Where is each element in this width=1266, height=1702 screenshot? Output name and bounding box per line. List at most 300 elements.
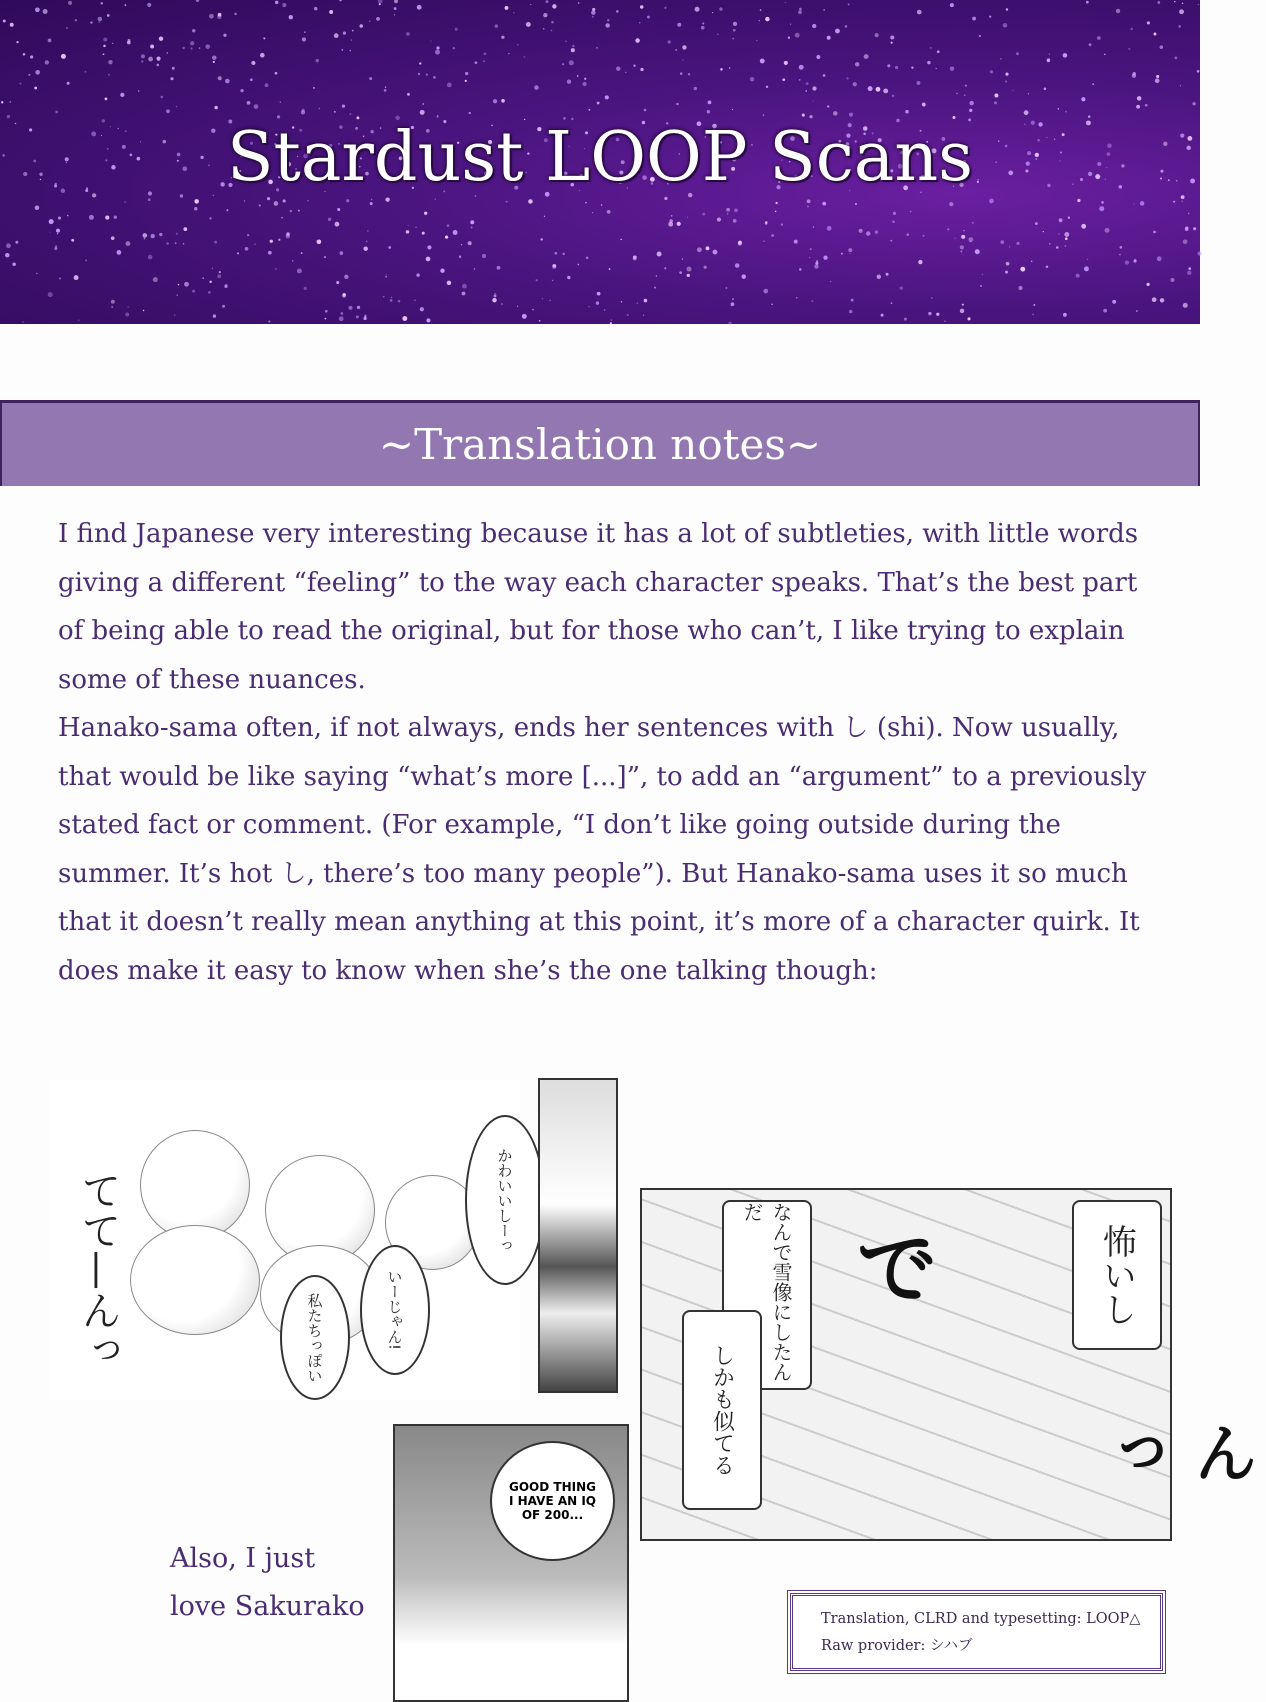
star — [1157, 1, 1160, 4]
star — [497, 266, 501, 270]
star — [66, 27, 68, 29]
star — [283, 199, 286, 202]
star — [643, 315, 644, 316]
star — [437, 115, 438, 116]
star — [922, 103, 926, 107]
star — [225, 284, 228, 287]
star — [1173, 201, 1175, 203]
star — [970, 241, 971, 242]
snowman — [130, 1225, 260, 1335]
star — [176, 106, 177, 107]
star — [1153, 231, 1156, 234]
star — [415, 227, 416, 228]
star — [1147, 283, 1150, 286]
star — [12, 262, 16, 266]
star — [635, 38, 639, 42]
star — [59, 277, 61, 279]
star — [90, 21, 92, 23]
star — [910, 211, 912, 213]
star — [89, 215, 94, 220]
speech-bubble: GOOD THING I HAVE AN IQ OF 200... — [490, 1441, 615, 1561]
star — [35, 7, 40, 12]
star — [16, 41, 18, 43]
star — [677, 23, 681, 27]
star — [426, 318, 430, 322]
star — [471, 226, 473, 228]
star — [430, 41, 431, 42]
star — [166, 109, 170, 113]
star — [174, 314, 175, 315]
star — [3, 19, 6, 22]
star — [1185, 226, 1188, 229]
star — [827, 226, 832, 231]
star — [98, 17, 103, 22]
star — [196, 0, 199, 2]
star — [524, 56, 526, 58]
star — [1170, 278, 1174, 282]
star — [128, 307, 129, 308]
star — [418, 73, 420, 75]
star — [304, 287, 307, 290]
star — [855, 203, 857, 205]
star — [679, 271, 682, 274]
star — [176, 294, 178, 296]
star — [468, 241, 472, 245]
star — [209, 281, 211, 283]
star — [742, 274, 746, 278]
star — [949, 202, 953, 206]
snowman — [140, 1130, 250, 1240]
star — [1076, 274, 1080, 278]
star — [1104, 53, 1106, 55]
star — [565, 41, 566, 42]
star — [378, 0, 383, 3]
star — [205, 44, 210, 49]
star — [807, 206, 809, 208]
star — [335, 222, 340, 227]
star — [771, 304, 772, 305]
star — [316, 59, 319, 62]
star — [336, 281, 339, 284]
star — [682, 45, 686, 49]
star — [541, 238, 543, 240]
star — [534, 85, 539, 90]
star — [726, 208, 730, 212]
star — [209, 14, 214, 19]
star — [222, 305, 225, 308]
star — [508, 53, 509, 54]
star — [475, 61, 478, 64]
star — [733, 22, 737, 26]
star — [212, 56, 216, 60]
star — [346, 199, 349, 202]
star — [877, 275, 881, 279]
star — [1136, 105, 1140, 109]
star — [385, 197, 389, 201]
star — [551, 21, 554, 24]
star — [111, 236, 115, 240]
star — [853, 82, 857, 86]
star — [447, 224, 450, 227]
star — [823, 256, 827, 260]
star — [552, 280, 553, 281]
star — [605, 95, 609, 99]
star — [917, 10, 922, 15]
star — [963, 230, 965, 232]
star — [947, 228, 949, 230]
star — [1056, 246, 1059, 249]
star — [250, 78, 253, 81]
star — [543, 13, 547, 17]
star — [1031, 261, 1032, 262]
star — [1183, 303, 1188, 308]
star — [120, 93, 124, 97]
star — [54, 247, 57, 250]
star — [812, 86, 816, 90]
star — [1137, 96, 1142, 101]
star — [274, 201, 279, 206]
star — [108, 60, 112, 64]
star — [639, 22, 641, 24]
star — [895, 66, 898, 69]
star — [213, 61, 215, 63]
star — [1006, 8, 1008, 10]
star — [1187, 271, 1191, 275]
star — [1188, 213, 1190, 215]
star — [1068, 217, 1070, 219]
star — [385, 276, 387, 278]
star — [433, 76, 436, 79]
star — [148, 57, 153, 62]
star — [363, 246, 367, 250]
star — [260, 53, 265, 58]
star — [166, 242, 168, 244]
star — [402, 316, 407, 321]
star — [192, 290, 195, 293]
star — [732, 109, 733, 110]
star — [849, 113, 853, 117]
star — [342, 104, 345, 107]
star — [183, 243, 185, 245]
star — [111, 306, 113, 308]
star — [816, 55, 820, 59]
star — [729, 322, 732, 325]
star — [317, 239, 322, 244]
aside-line: Also, I just — [170, 1543, 316, 1574]
star — [1005, 80, 1007, 82]
paragraph: Hanako-sama often, if not always, ends her sentences with し (shi). Now usually, that would be like saying “what’s more [...]”, to add an “argument” to a previously stated fact or comment. (For example, “I don’t like going outside during the summer. It’s hot し, there’s too many people”). But Hanako-sama uses it so much that it doesn’t really mean anything at this point, it’s more of a character quirk. It does make it easy to know when she’s the one talking though: — [58, 713, 1147, 986]
star — [103, 53, 105, 55]
star — [582, 82, 586, 86]
star — [900, 286, 903, 289]
star — [363, 317, 366, 320]
star — [172, 67, 175, 70]
star — [199, 47, 201, 49]
star — [153, 277, 158, 282]
star — [383, 296, 385, 298]
star — [827, 105, 829, 107]
star — [268, 251, 272, 255]
star — [1192, 102, 1195, 105]
star — [982, 274, 983, 275]
star — [406, 32, 410, 36]
star — [493, 99, 497, 103]
star — [148, 255, 153, 260]
star — [1183, 239, 1188, 244]
star — [569, 60, 574, 65]
star — [798, 10, 802, 14]
star — [414, 300, 415, 301]
star — [57, 233, 58, 234]
star — [1155, 78, 1160, 83]
star — [1159, 45, 1163, 49]
star — [147, 3, 151, 7]
star — [108, 74, 109, 75]
star — [103, 45, 106, 48]
star — [640, 5, 643, 8]
star — [965, 85, 967, 87]
star — [465, 72, 468, 75]
star — [192, 29, 195, 32]
aside-line: love Sakurako — [170, 1591, 365, 1622]
star — [876, 87, 881, 92]
star — [470, 220, 474, 224]
star — [1089, 43, 1092, 46]
star — [501, 36, 504, 39]
star — [892, 95, 894, 97]
star — [682, 258, 683, 259]
star — [578, 2, 580, 4]
star — [671, 215, 673, 217]
star — [265, 83, 269, 87]
star — [794, 240, 798, 244]
star — [806, 82, 809, 85]
star — [727, 213, 728, 214]
star — [112, 43, 113, 44]
star — [23, 53, 26, 56]
star — [289, 15, 293, 19]
star — [841, 253, 843, 255]
star — [1044, 88, 1047, 91]
star — [1009, 246, 1010, 247]
star — [270, 240, 273, 243]
star — [936, 68, 937, 69]
star — [1116, 9, 1120, 13]
star — [424, 212, 427, 215]
star — [790, 24, 791, 25]
star — [866, 231, 871, 236]
star — [1152, 297, 1157, 302]
star — [596, 47, 598, 49]
star — [370, 202, 373, 205]
star — [505, 6, 509, 10]
star — [833, 111, 838, 116]
star — [435, 199, 436, 200]
star — [369, 77, 372, 80]
star — [349, 50, 351, 52]
star — [765, 221, 767, 223]
star — [732, 38, 734, 40]
star — [223, 34, 226, 37]
star — [835, 29, 840, 34]
star — [453, 47, 455, 49]
star — [394, 14, 395, 15]
star — [799, 268, 801, 270]
star — [117, 250, 122, 255]
star — [251, 61, 255, 65]
star — [461, 244, 462, 245]
star — [950, 66, 954, 70]
star — [830, 281, 831, 282]
header-banner — [0, 0, 1200, 324]
star — [784, 61, 788, 65]
star — [218, 13, 222, 17]
star — [950, 3, 954, 7]
star — [245, 247, 249, 251]
star — [313, 87, 315, 89]
star — [989, 199, 994, 204]
star — [592, 16, 594, 18]
star — [1193, 227, 1196, 230]
star — [48, 39, 52, 43]
star — [352, 30, 354, 32]
star — [1153, 33, 1156, 36]
star — [1058, 233, 1059, 234]
sfx-text: てて—んっ — [75, 1170, 121, 1370]
star — [208, 291, 211, 294]
star — [182, 47, 185, 50]
star — [385, 86, 386, 87]
star — [209, 217, 211, 219]
star — [810, 248, 812, 250]
star — [766, 86, 768, 88]
star — [697, 247, 702, 252]
star — [848, 3, 850, 5]
star — [994, 94, 998, 98]
star — [22, 322, 23, 323]
star — [159, 36, 163, 40]
star — [917, 81, 921, 85]
star — [647, 16, 650, 19]
star — [148, 198, 151, 201]
star — [190, 41, 194, 45]
star — [138, 90, 140, 92]
star — [49, 232, 50, 233]
star — [676, 103, 678, 105]
star — [143, 310, 144, 311]
star — [1065, 237, 1068, 240]
star — [1112, 300, 1116, 304]
star — [339, 316, 344, 321]
star — [1181, 201, 1182, 202]
star — [610, 322, 612, 324]
star — [712, 12, 713, 13]
star — [15, 241, 18, 244]
star — [28, 74, 30, 76]
star — [708, 100, 712, 104]
star — [337, 208, 340, 211]
star — [704, 266, 707, 269]
star — [1081, 224, 1086, 229]
star — [275, 268, 277, 270]
star — [1147, 21, 1150, 24]
star — [883, 88, 888, 93]
star — [960, 309, 964, 313]
star — [517, 44, 518, 45]
star — [682, 59, 683, 60]
star — [254, 104, 259, 109]
credits-line: Translation, CLRD and typesetting: LOOP△ — [821, 1611, 1141, 1627]
star — [542, 298, 543, 299]
star — [597, 102, 600, 105]
star — [1058, 108, 1059, 109]
star — [732, 298, 734, 300]
star — [960, 245, 964, 249]
star — [234, 13, 236, 15]
star — [319, 108, 321, 110]
star — [588, 306, 589, 307]
star — [815, 262, 818, 265]
star — [849, 253, 850, 254]
star — [967, 317, 970, 320]
star — [644, 109, 647, 112]
star — [1156, 75, 1159, 78]
star — [364, 314, 366, 316]
star — [814, 264, 818, 268]
star — [802, 114, 805, 117]
star — [1006, 262, 1010, 266]
star — [758, 20, 760, 22]
star — [141, 54, 145, 58]
star — [923, 235, 925, 237]
star — [627, 314, 629, 316]
star — [701, 26, 705, 30]
star — [298, 210, 300, 212]
star — [961, 235, 965, 239]
star — [61, 54, 66, 59]
star — [719, 7, 722, 10]
star — [344, 275, 348, 279]
star — [263, 37, 265, 39]
star — [342, 49, 344, 51]
star — [687, 217, 688, 218]
site-title: Stardust LOOP Scans — [226, 118, 974, 197]
star — [342, 294, 346, 298]
star — [586, 256, 589, 259]
star — [904, 318, 907, 321]
star — [435, 50, 440, 55]
star — [259, 204, 261, 206]
star — [407, 93, 410, 96]
credits-line: Raw provider: シハブ — [821, 1638, 973, 1654]
star — [918, 260, 922, 264]
star — [420, 307, 424, 311]
star — [371, 199, 372, 200]
star — [911, 66, 913, 68]
star — [302, 109, 305, 112]
star — [702, 213, 705, 216]
star — [756, 40, 757, 41]
star — [859, 229, 863, 233]
star — [893, 212, 896, 215]
star — [1101, 201, 1104, 204]
star — [664, 197, 667, 200]
star — [58, 216, 61, 219]
star — [609, 268, 611, 270]
star — [1087, 259, 1088, 260]
star — [517, 306, 518, 307]
star — [482, 254, 486, 258]
